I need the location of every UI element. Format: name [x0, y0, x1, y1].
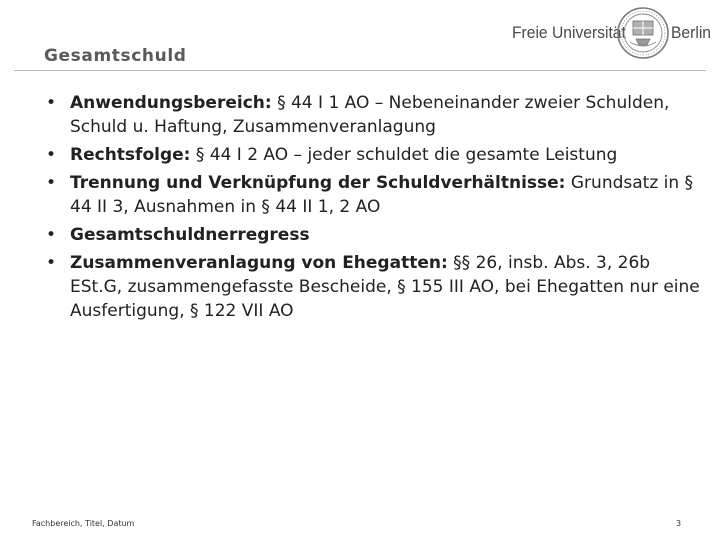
slide-title: Gesamtschuld [44, 46, 187, 66]
bullet-heading: Gesamtschuldnerregress [70, 225, 310, 245]
title-divider [14, 70, 706, 71]
bullet-text: § 44 I 1 AO – Nebeneinander zweier Schulden, Schuld u. Haftung, Zusammenveranlagung [70, 93, 670, 137]
logo-text-left: Freie Universität [512, 23, 626, 42]
bullet-item [44, 171, 704, 219]
footer-info: Fachbereich, Titel, Datum [32, 519, 135, 528]
bullet-item [44, 251, 704, 323]
bullet-item [44, 143, 704, 167]
bullet-item [44, 223, 704, 247]
bullet-text: § 44 I 2 AO – jeder schuldet die gesamte Leistung [190, 145, 618, 165]
bullet-marker: • [45, 145, 57, 165]
bullet-heading: Anwendungsbereich: [70, 93, 272, 113]
bullet-text: Grundsatz in § 44 II 3, Ausnahmen in § 44 II 1, 2 AO [70, 173, 694, 217]
bullet-list [44, 91, 704, 327]
bullet-text: §§ 26, insb. Abs. 3, 26b ESt.G, zusammengefasste Bescheide, § 155 III AO, bei Ehegatten nur eine Ausfertigung, § 122 VII AO [70, 253, 700, 321]
bullet-heading: Zusammenveranlagung von Ehegatten: [70, 253, 448, 273]
logo-text-right: Berlin [671, 23, 711, 42]
university-logo [510, 4, 711, 62]
bullet-heading: Trennung und Verknüpfung der Schuldverhältnisse: [70, 173, 566, 193]
bullet-heading: Rechtsfolge: [70, 145, 191, 165]
university-seal-icon [616, 6, 670, 60]
bullet-marker: • [45, 253, 57, 273]
bullet-marker: • [45, 225, 57, 245]
bullet-marker: • [45, 173, 57, 193]
bullet-item [44, 91, 704, 139]
bullet-marker: • [45, 93, 57, 113]
page-number: 3 [676, 519, 682, 528]
